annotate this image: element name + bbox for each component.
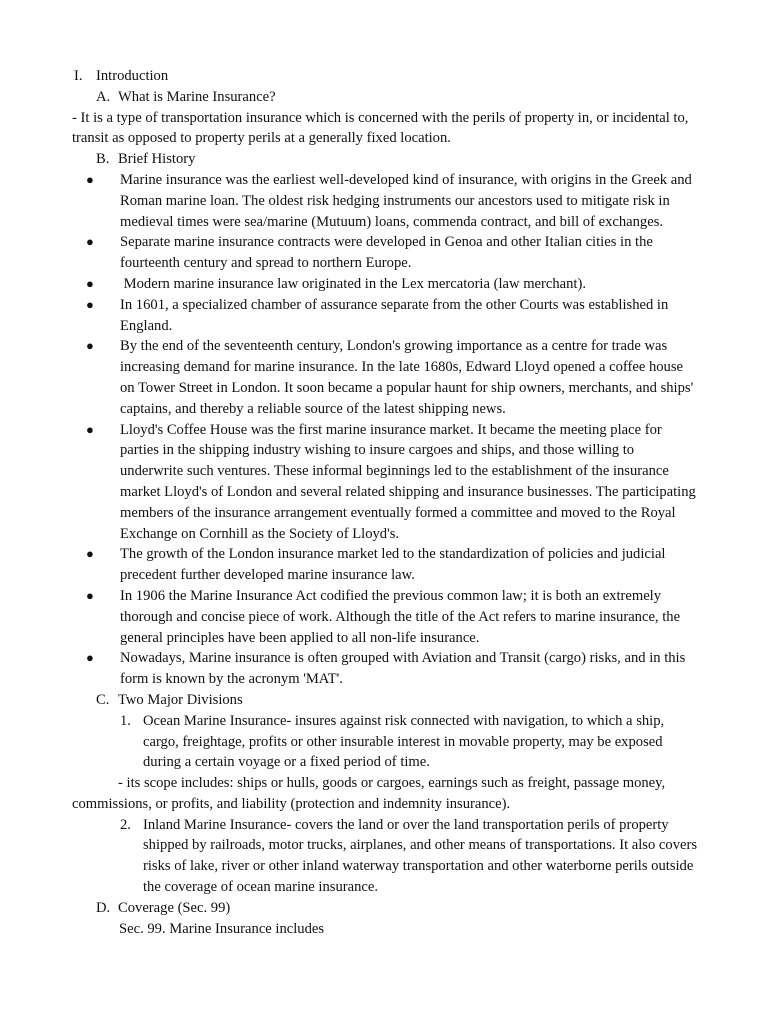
bullet-text: The growth of the London insurance market led to the standardization of policies and judicial precedent further developed marine insurance law. [120,546,666,584]
section-number: I. [74,68,83,84]
history-bullet [0,420,700,545]
subsection-letter: A. [96,88,111,105]
bullet-text: In 1601, a specialized chamber of assurance separate from the other Courts was established in England. [120,296,669,334]
item-text: Ocean Marine Insurance- insures against risk connected with navigation, to which a ship, cargo, freightage, profits or other insurable interest in movable property, may be exposed during a certain voyage or a fixed period of time. [143,712,665,771]
history-bullet [0,648,700,690]
scope-note: - its scope includes: ships or hulls, goods or cargoes, earnings such as freight, passage money, commissions, or profits, and liability (protection and indemnity insurance). [72,775,666,812]
subsection-heading-d [0,898,768,919]
history-bullet [0,586,700,648]
subsection-letter: D. [96,899,111,916]
division-item-ocean [0,711,703,773]
division-item-inland [0,815,703,898]
history-bullet [0,170,700,232]
section-heading-introduction [0,66,768,87]
bullet-icon: ● [86,296,94,312]
subsection-letter: C. [96,691,110,708]
subsection-title: Coverage (Sec. 99) [118,899,231,916]
bullet-icon: ● [86,234,94,250]
subsection-heading-a [0,87,768,108]
subsection-title: What is Marine Insurance? [118,88,276,105]
history-bullet [0,544,700,586]
bullet-text: Modern marine insurance law originated in the Lex mercatoria (law merchant). [120,275,586,292]
definition-paragraph: - It is a type of transportation insurance which is concerned with the perils of property in, or incidental to, transit as opposed to property perils at a generally fixed location. [72,109,689,147]
item-number: 1. [120,712,131,729]
bullet-icon: ● [86,546,94,562]
bullet-icon: ● [86,587,94,603]
subsection-title: Brief History [118,151,196,168]
history-bullet [0,274,700,295]
bullet-text: By the end of the seventeenth century, London's growing importance as a centre for trade was increasing demand for marine insurance. In the late 1680s, Edward Lloyd opened a coffee house on Tower Street in London. It soon became a popular haunt for ship owners, merchants, and ships' captains, and thereby a reliable source of the latest shipping news. [120,338,694,417]
document-page [0,66,768,939]
subsection-title: Two Major Divisions [118,691,243,708]
item-number: 2. [120,816,131,833]
history-bullet [0,232,700,274]
history-bullet [0,336,700,419]
bullet-text: In 1906 the Marine Insurance Act codified the previous common law; it is both an extremely thorough and concise piece of work. Although the title of the Act refers to marine insurance, the general principles have been applied to all non-life insurance. [120,587,681,646]
bullet-text: Nowadays, Marine insurance is often grouped with Aviation and Transit (cargo) risks, and in this form is known by the acronym 'MAT'. [120,650,686,688]
bullet-text: Marine insurance was the earliest well-developed kind of insurance, with origins in the Greek and Roman marine loan. The oldest risk hedging instruments our ancestors used to mitigate risk in medieval times were sea/marine (Mutuum) loans, commenda contract, and bill of exchanges. [120,171,692,230]
subsection-letter: B. [96,151,110,168]
bullet-icon: ● [86,421,94,437]
history-bullet [0,295,700,337]
bullet-text: Lloyd's Coffee House was the first marine insurance market. It became the meeting place for parties in the shipping industry wishing to insure cargoes and ships, and those willing to underwrite such ventures. These informal beginnings led to the establishment of the insurance market Lloyd's of London and several related shipping and insurance businesses. The participating members of the insurance arrangement eventually formed a committee and moved to the Royal Exchange on Cornhill as the Society of Lloyd's. [120,421,696,542]
bullet-icon: ● [86,338,94,354]
sec99-text: Sec. 99. Marine Insurance includes [119,920,325,937]
bullet-icon: ● [86,171,94,187]
bullet-icon: ● [86,650,94,666]
subsection-heading-c [0,690,768,711]
bullet-icon: ● [86,275,94,291]
bullet-text: Separate marine insurance contracts were developed in Genoa and other Italian cities in the fourteenth century and spread to northern Europe. [120,234,653,272]
item-text: Inland Marine Insurance- covers the land or over the land transportation perils of property shipped by railroads, motor trucks, airplanes, and other means of transportations. It also covers risks of lake, river or other inland waterway transportation and other waterborne perils outside the coverage of ocean marine insurance. [143,816,698,896]
subsection-heading-b [0,149,768,170]
section-title: Introduction [96,68,169,84]
